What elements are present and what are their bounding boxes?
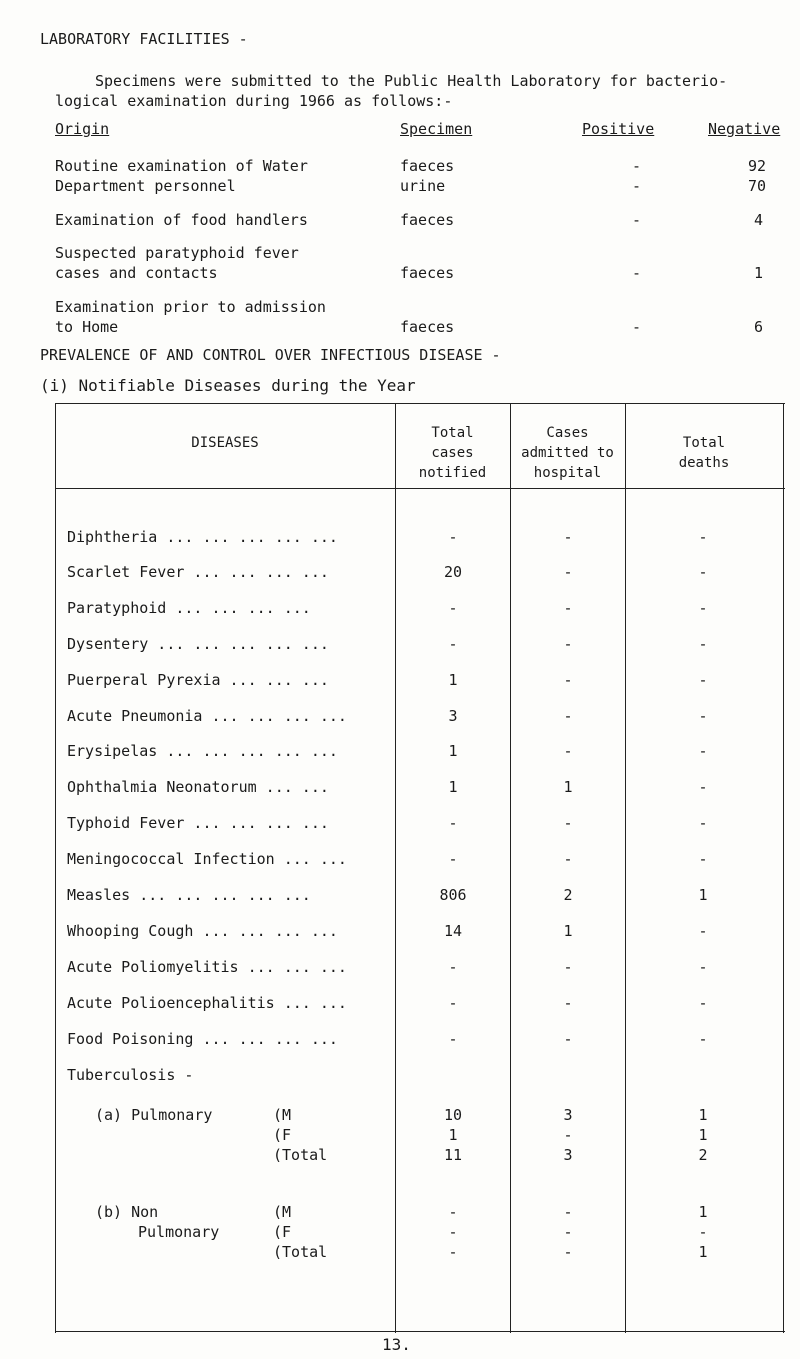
- lab-negative: 70: [748, 177, 767, 195]
- table-row: [55, 778, 785, 800]
- cell-notified: -: [448, 850, 458, 868]
- table-header-divider: [55, 488, 785, 489]
- cell-deaths: 1: [698, 1243, 708, 1261]
- lab-origin: Routine examination of Water: [55, 157, 308, 175]
- cell-notified: -: [448, 958, 458, 976]
- disease-name: Acute Poliomyelitis ... ... ...: [67, 958, 347, 976]
- tb-sex: (F: [273, 1126, 292, 1144]
- lab-positive: -: [632, 211, 642, 229]
- lab-origin: Suspected paratyphoid fever: [55, 244, 299, 262]
- header-notified: Total cases notified: [418, 425, 487, 481]
- diseases-table: [55, 403, 785, 1333]
- table-row: [55, 958, 785, 980]
- cell-admitted: -: [563, 635, 573, 653]
- cell-notified: 1: [448, 742, 458, 760]
- lab-negative: 92: [748, 157, 767, 175]
- header-deaths: Total deaths: [678, 435, 730, 471]
- header-admitted: Cases admitted to hospital: [521, 425, 614, 481]
- disease-name: Acute Pneumonia ... ... ... ...: [67, 707, 347, 725]
- cell-deaths: -: [698, 814, 708, 832]
- lab-origin: Examination prior to admission: [55, 298, 326, 316]
- tb-sex: (M: [273, 1106, 292, 1124]
- tb-group-label: (b) Non: [95, 1203, 159, 1221]
- cell-deaths: 1: [698, 1106, 708, 1124]
- cell-deaths: -: [698, 742, 708, 760]
- disease-name: Typhoid Fever ... ... ... ...: [67, 814, 329, 832]
- cell-deaths: -: [698, 635, 708, 653]
- cell-notified: -: [448, 994, 458, 1012]
- intro-line-1: Specimens were submitted to the Public Health Laboratory for bacterio-: [95, 72, 728, 90]
- cell-admitted: -: [563, 707, 573, 725]
- cell-admitted: -: [563, 1243, 573, 1261]
- lab-header-positive: Positive: [582, 120, 655, 138]
- table-row: [55, 707, 785, 729]
- cell-notified: 1: [448, 778, 458, 796]
- table-row: [55, 886, 785, 908]
- table-row: [55, 1223, 785, 1243]
- disease-name: Dysentery ... ... ... ... ...: [67, 635, 329, 653]
- cell-deaths: -: [698, 1223, 708, 1241]
- lab-specimen: urine: [400, 177, 446, 195]
- lab-positive: -: [632, 177, 642, 195]
- lab-origin-cont: to Home: [55, 318, 119, 336]
- cell-notified: -: [448, 635, 458, 653]
- tb-group-label: (a) Pulmonary: [95, 1106, 213, 1124]
- tb-sex: (Total: [273, 1243, 328, 1261]
- tb-sex: (Total: [273, 1146, 328, 1164]
- table-row: [55, 599, 785, 621]
- disease-name: Paratyphoid ... ... ... ...: [67, 599, 311, 617]
- cell-deaths: -: [698, 707, 708, 725]
- cell-deaths: -: [698, 958, 708, 976]
- table-row: [55, 922, 785, 944]
- cell-notified: 806: [439, 886, 467, 904]
- table-row: [55, 994, 785, 1016]
- tb-sex: (F: [273, 1223, 292, 1241]
- cell-notified: -: [448, 814, 458, 832]
- cell-notified: 11: [443, 1146, 463, 1164]
- header-diseases: DISEASES: [191, 435, 259, 451]
- cell-deaths: -: [698, 671, 708, 689]
- table-row: [55, 1146, 785, 1166]
- lab-specimen: faeces: [400, 211, 455, 229]
- table-row: [55, 850, 785, 872]
- lab-header-negative: Negative: [708, 120, 781, 138]
- disease-name: Meningococcal Infection ... ...: [67, 850, 347, 868]
- cell-admitted: -: [563, 1030, 573, 1048]
- cell-deaths: -: [698, 528, 708, 546]
- cell-admitted: 3: [563, 1106, 573, 1124]
- table-row: [55, 742, 785, 764]
- cell-admitted: 1: [563, 778, 573, 796]
- cell-admitted: -: [563, 563, 573, 581]
- cell-deaths: -: [698, 778, 708, 796]
- table-row: [55, 563, 785, 585]
- page-number: 13.: [382, 1335, 411, 1354]
- cell-admitted: -: [563, 1126, 573, 1144]
- table-row: [55, 1243, 785, 1263]
- lab-header-specimen: Specimen: [400, 120, 473, 138]
- lab-specimen: faeces: [400, 318, 455, 336]
- table-top-border: [55, 403, 785, 404]
- table-row: [55, 1106, 785, 1126]
- lab-positive: -: [632, 318, 642, 336]
- cell-deaths: 1: [698, 886, 708, 904]
- cell-notified: -: [448, 1203, 458, 1221]
- cell-deaths: 1: [698, 1203, 708, 1221]
- disease-name: Food Poisoning ... ... ... ...: [67, 1030, 338, 1048]
- cell-deaths: -: [698, 563, 708, 581]
- tuberculosis-label: Tuberculosis -: [67, 1066, 194, 1084]
- cell-admitted: -: [563, 742, 573, 760]
- disease-name: Erysipelas ... ... ... ... ...: [67, 742, 338, 760]
- cell-admitted: -: [563, 528, 573, 546]
- cell-notified: -: [448, 528, 458, 546]
- cell-notified: 1: [448, 671, 458, 689]
- section-heading: PREVALENCE OF AND CONTROL OVER INFECTIOUS DISEASE -: [40, 346, 501, 364]
- table-row: [55, 1126, 785, 1146]
- cell-notified: 10: [443, 1106, 463, 1124]
- cell-admitted: -: [563, 599, 573, 617]
- lab-header-origin: Origin: [55, 120, 110, 138]
- cell-admitted: 3: [563, 1146, 573, 1164]
- disease-name: Scarlet Fever ... ... ... ...: [67, 563, 329, 581]
- cell-notified: 3: [448, 707, 458, 725]
- cell-admitted: -: [563, 1203, 573, 1221]
- disease-name: Whooping Cough ... ... ... ...: [67, 922, 338, 940]
- disease-name: Measles ... ... ... ... ...: [67, 886, 311, 904]
- disease-name: Puerperal Pyrexia ... ... ...: [67, 671, 329, 689]
- lab-origin-cont: cases and contacts: [55, 264, 218, 282]
- cell-deaths: -: [698, 922, 708, 940]
- cell-notified: -: [448, 1223, 458, 1241]
- lab-origin: Examination of food handlers: [55, 211, 308, 229]
- cell-admitted: -: [563, 814, 573, 832]
- cell-notified: 1: [448, 1126, 458, 1144]
- table-row: [55, 528, 785, 550]
- table-row: [55, 1203, 785, 1223]
- page-heading: LABORATORY FACILITIES -: [40, 30, 248, 48]
- disease-name: Acute Polioencephalitis ... ...: [67, 994, 347, 1012]
- section-subheading: (i) Notifiable Diseases during the Year: [40, 376, 416, 395]
- lab-specimen: faeces: [400, 157, 455, 175]
- cell-deaths: 2: [698, 1146, 708, 1164]
- cell-deaths: 1: [698, 1126, 708, 1144]
- cell-deaths: -: [698, 850, 708, 868]
- lab-specimen: faeces: [400, 264, 455, 282]
- cell-admitted: -: [563, 958, 573, 976]
- lab-positive: -: [632, 264, 642, 282]
- cell-admitted: -: [563, 671, 573, 689]
- cell-admitted: -: [563, 1223, 573, 1241]
- cell-notified: -: [448, 1243, 458, 1261]
- lab-negative: 1: [754, 264, 764, 282]
- lab-negative: 4: [754, 211, 764, 229]
- cell-notified: -: [448, 599, 458, 617]
- table-bottom-border: [55, 1331, 785, 1332]
- table-row: [55, 671, 785, 693]
- lab-negative: 6: [754, 318, 764, 336]
- table-row: [55, 635, 785, 657]
- lab-positive: -: [632, 157, 642, 175]
- intro-line-2: logical examination during 1966 as follows:-: [55, 92, 453, 110]
- cell-admitted: 2: [563, 886, 573, 904]
- table-row: [55, 1030, 785, 1052]
- cell-deaths: -: [698, 994, 708, 1012]
- lab-origin: Department personnel: [55, 177, 236, 195]
- cell-notified: 20: [443, 563, 463, 581]
- cell-admitted: -: [563, 994, 573, 1012]
- tb-group-label-cont: Pulmonary: [138, 1223, 220, 1241]
- cell-admitted: 1: [563, 922, 573, 940]
- tb-sex: (M: [273, 1203, 292, 1221]
- cell-deaths: -: [698, 599, 708, 617]
- disease-name: Ophthalmia Neonatorum ... ...: [67, 778, 329, 796]
- cell-admitted: -: [563, 850, 573, 868]
- cell-notified: -: [448, 1030, 458, 1048]
- cell-deaths: -: [698, 1030, 708, 1048]
- cell-notified: 14: [443, 922, 463, 940]
- disease-name: Diphtheria ... ... ... ... ...: [67, 528, 338, 546]
- table-row: [55, 814, 785, 836]
